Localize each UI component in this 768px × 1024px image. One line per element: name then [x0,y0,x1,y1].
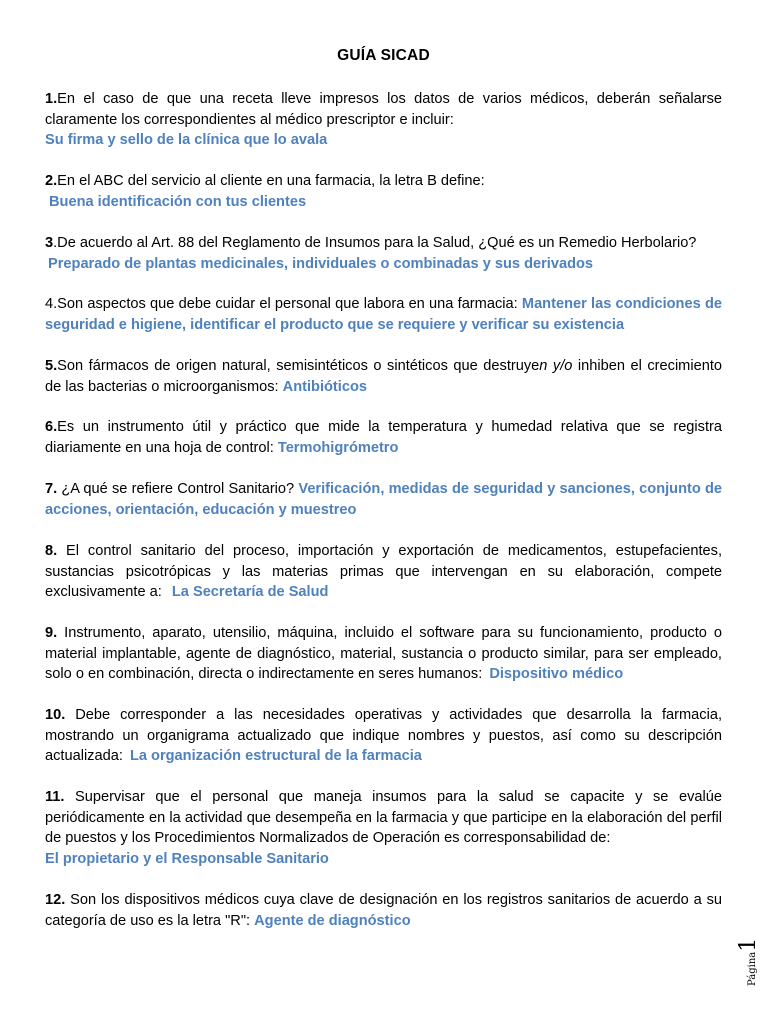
question-12-number: 12. [45,892,66,908]
question-12-text: Son los dispositivos médicos cuya clave de designación en los registros sanitarios de acuerdo a su categoría de uso es la letra "R": [45,892,722,929]
question-4-number: 4. [45,296,58,312]
question-6-number: 6. [45,419,58,435]
question-7-number: 7. [45,481,58,497]
question-5-text-b: inhiben el crecimiento de las bacterias o microorganismos: [45,358,722,395]
question-1-answer: Su firma y sello de la clínica que lo avala [45,132,328,148]
question-2-text: En el ABC del servicio al cliente en una farmacia, la letra B define: [57,173,485,189]
question-11 [45,787,722,869]
question-5-answer: Antibióticos [282,378,367,395]
page-label: Página [747,951,758,986]
question-4 [45,294,722,335]
question-10 [45,705,722,767]
question-9 [45,623,722,685]
page-footer [737,918,761,986]
question-3-number: 3 [45,235,54,251]
question-7-answer: Verificación, medidas de seguridad y sanciones, conjunto de acciones, orientación, educación y muestreo [45,481,723,518]
document-page [45,0,722,1024]
question-4-text: Son aspectos que debe cuidar el personal que labora en una farmacia: [57,296,518,312]
question-9-number: 9. [45,625,58,641]
question-12-answer: Agente de diagnóstico [254,912,411,929]
question-2 [45,171,722,212]
question-5-text-italic: n y/o [539,358,573,374]
question-2-answer: Buena identificación con tus clientes [49,193,307,210]
question-7-text: ¿A qué se refiere Control Sanitario? [57,481,295,497]
question-10-text: Debe corresponder a las necesidades operativas y actividades que desarrolla la farmacia, mostrando un organigrama actualizado que indique nombres y puestos, así como su descripción actualizada: [45,707,722,764]
question-6 [45,417,722,458]
question-5 [45,356,722,397]
question-1-number: 1. [45,91,58,107]
page-number: 1 [736,937,761,952]
question-10-answer: La organización estructural de la farmacia [129,748,422,764]
question-12 [45,890,722,931]
document-title: GUÍA SICAD [337,47,430,64]
question-3-answer: Preparado de plantas medicinales, individuales o combinadas y sus derivados [48,255,594,272]
question-11-answer: El propietario y el Responsable Sanitario [45,850,329,867]
question-6-answer: Termohigrómetro [277,439,399,456]
question-7 [45,479,722,520]
question-8 [45,541,722,603]
question-8-number: 8. [45,543,58,559]
question-11-text: Supervisar que el personal que maneja insumos para la salud se capacite y se evalúe periódicamente en la actividad que desempeña en la farmacia y que participe en la elaboración del perfil de puestos y los Procedimientos Normalizados de Operación es corresponsabilidad de: [45,789,722,846]
page-number-rotated [737,938,765,986]
question-8-text: El control sanitario del proceso, importación y exportación de medicamentos, estupefacientes, sustancias psicotrópicas y las materias primas que intervengan en su elaboración, compete exclusivamente a: [45,543,722,600]
question-5-text-a: Son fármacos de origen natural, semisintéticos o sintéticos que destruye [57,358,540,374]
question-9-answer: Dispositivo médico [489,666,624,682]
question-2-number: 2. [45,173,58,189]
question-9-text: Instrumento, aparato, utensilio, máquina, incluido el software para su funcionamiento, producto o material implantable, agente de diagnóstico, material, sustancia o producto similar, para ser empleado, solo o en combinación, directa o indirectamente en seres humanos: [45,625,722,682]
question-8-answer: La Secretaría de Salud [171,584,329,600]
question-3-text: .De acuerdo al Art. 88 del Reglamento de Insumos para la Salud, ¿Qué es un Remedio Herbolario? [53,235,697,251]
question-11-number: 11. [45,789,65,805]
question-5-number: 5. [45,358,58,374]
question-1-text: En el caso de que una receta lleve impresos los datos de varios médicos, deberán señalarse claramente los correspondientes al médico prescriptor e incluir: [45,91,722,128]
question-3 [45,233,722,274]
question-1 [45,89,722,151]
question-6-text: Es un instrumento útil y práctico que mide la temperatura y humedad relativa que se registra diariamente en una hoja de control: [45,419,722,456]
question-10-number: 10. [45,707,66,723]
question-4-answer: Mantener las condiciones de seguridad e higiene, identificar el producto que se requiere y verificar su existencia [45,296,722,333]
